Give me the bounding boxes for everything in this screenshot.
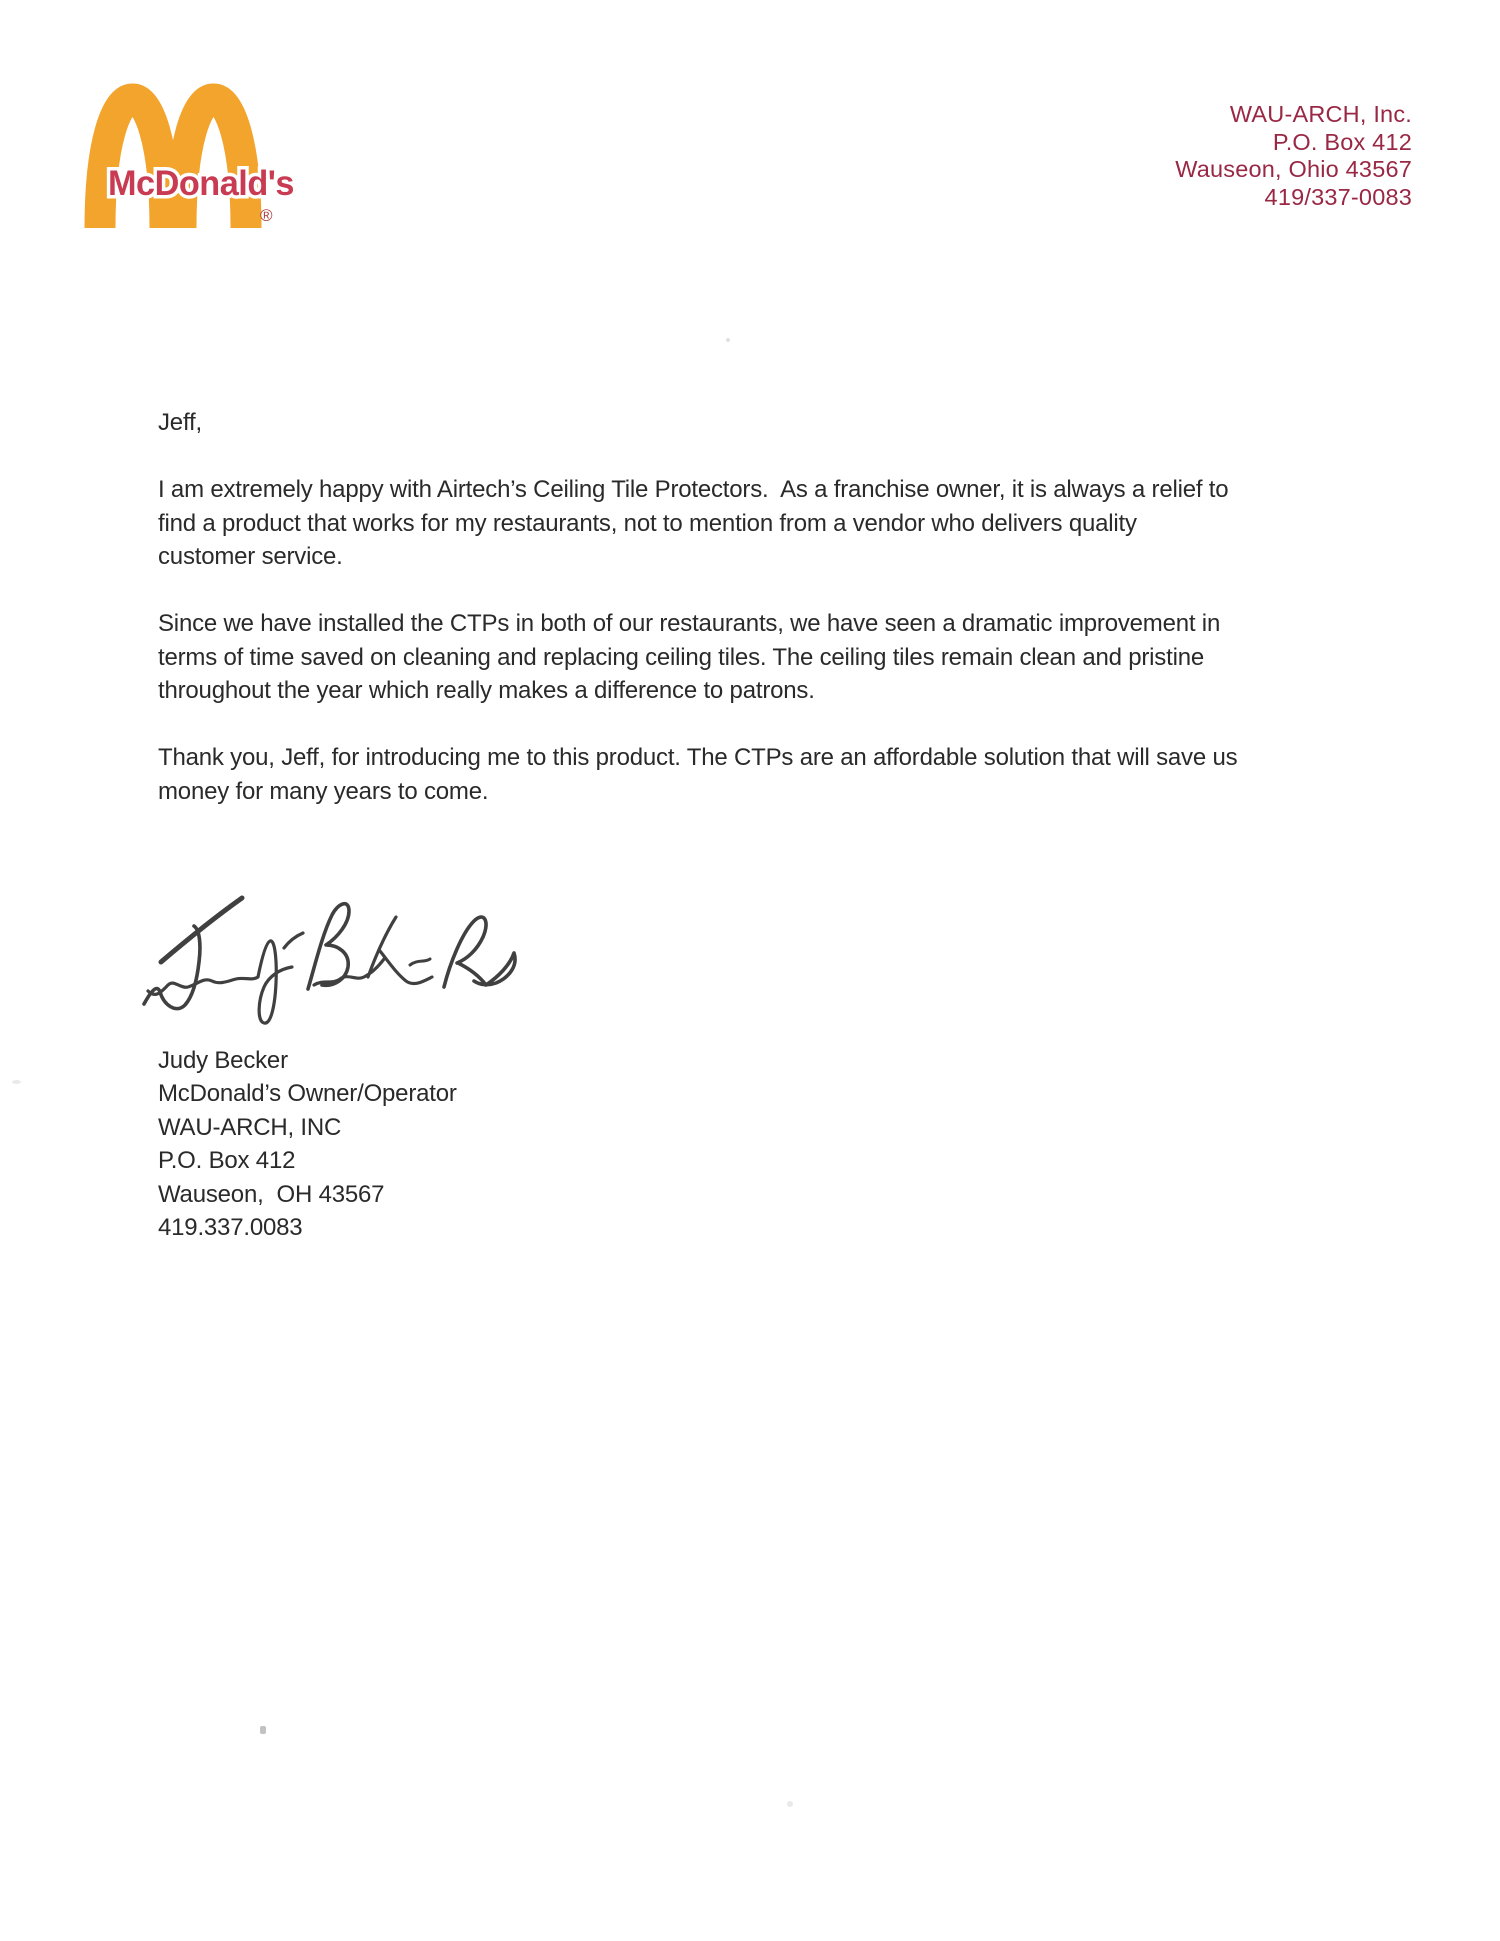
- letterhead-company-block: [1175, 101, 1412, 211]
- signer-title: McDonald’s Owner/Operator: [158, 1080, 457, 1108]
- paragraph-line: Since we have installed the CTPs in both of our restaurants, we have seen a dramatic improvement in: [158, 610, 1221, 637]
- mcdonalds-wordmark: McDonald's: [108, 164, 295, 203]
- signer-company: WAU-ARCH, INC: [158, 1113, 342, 1141]
- company-name: WAU-ARCH, Inc.: [1229, 101, 1412, 127]
- company-city: Wauseon, Ohio 43567: [1175, 156, 1412, 183]
- paragraph-line: terms of time saved on cleaning and replacing ceiling tiles. The ceiling tiles remain clean and pristine: [158, 643, 1204, 671]
- paragraph-line: throughout the year which really makes a difference to patrons.: [158, 677, 815, 704]
- company-po-box: P.O. Box 412: [1272, 128, 1412, 155]
- company-phone: 419/337-0083: [1264, 183, 1412, 210]
- signer-po-box: P.O. Box 412: [158, 1147, 296, 1175]
- handwritten-signature: [128, 876, 530, 1042]
- scan-artifact-dot: [787, 1801, 793, 1807]
- paragraph-line: Thank you, Jeff, for introducing me to this product. The CTPs are an affordable solution that will save us: [158, 744, 1238, 771]
- salutation-line: Jeff,: [158, 409, 202, 436]
- paragraph-line: money for many years to come.: [158, 777, 489, 805]
- signer-name: Judy Becker: [158, 1047, 288, 1074]
- letter-body: [158, 406, 1237, 808]
- mcdonalds-logo: [84, 78, 298, 228]
- scan-artifact-dot: [726, 338, 730, 342]
- signer-phone: 419.337.0083: [158, 1214, 303, 1242]
- registered-mark-icon: ®: [260, 206, 273, 225]
- paragraph-2: [158, 607, 1237, 708]
- paragraph-line: find a product that works for my restaurants, not to mention from a vendor who delivers quality: [158, 509, 1137, 537]
- signature-block: [158, 1044, 457, 1244]
- paragraph-line: customer service.: [158, 543, 343, 570]
- paragraph-3: [158, 741, 1237, 808]
- signature-image: [128, 876, 530, 1042]
- paragraph-line: I am extremely happy with Airtech’s Ceiling Tile Protectors. As a franchise owner, it is always a relief to: [158, 476, 1229, 503]
- salutation: [158, 406, 1237, 440]
- scan-artifact-dot: [260, 1726, 266, 1734]
- scan-artifact-dot: [12, 1080, 21, 1084]
- paragraph-1: [158, 473, 1237, 574]
- golden-arches-icon: [84, 78, 298, 228]
- signer-city: Wauseon, OH 43567: [158, 1180, 385, 1208]
